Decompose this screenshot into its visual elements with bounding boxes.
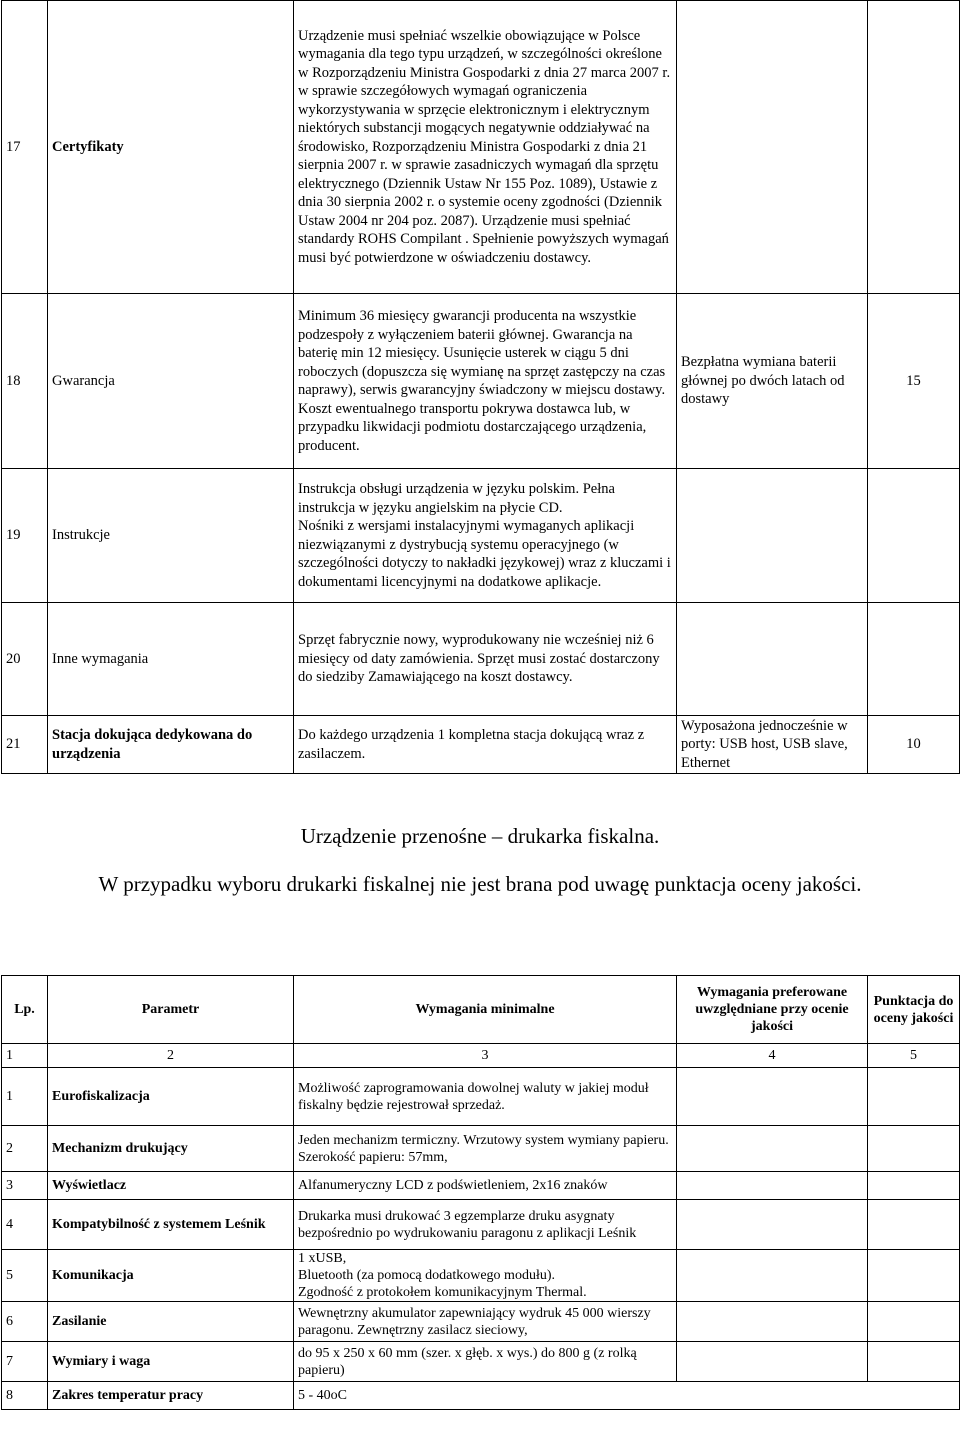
row-number: 6	[2, 1302, 48, 1342]
column-number: 3	[294, 1044, 677, 1068]
column-number: 1	[2, 1044, 48, 1068]
minimum-requirement: Wewnętrzny akumulator zapewniający wydruk 45 000 wierszy paragonu. Zewnętrzny zasilacz sieciowy,	[294, 1302, 677, 1342]
score-points	[868, 1126, 960, 1172]
row-number: 2	[2, 1126, 48, 1172]
parameter-name: Wymiary i waga	[48, 1342, 294, 1382]
preferred-requirement	[677, 1, 868, 294]
minimum-requirement: Możliwość zaprogramowania dowolnej waluty w jakiej moduł fiskalny będzie rejestrował sprzedaż.	[294, 1068, 677, 1126]
score-points	[868, 1250, 960, 1302]
row-number: 19	[2, 469, 48, 603]
table-row	[2, 1172, 960, 1200]
parameter-name: Inne wymagania	[48, 603, 294, 716]
row-number: 8	[2, 1382, 48, 1410]
minimum-requirement: Instrukcja obsługi urządzenia w języku polskim. Pełna instrukcja w języku angielskim na płycie CD. Nośniki z wersjami instalacyjnymi wymaganych aplikacji niezwiązanymi z dystrybucją systemu operacyjnego (w szczególności dotyczy to nakładki językowej) wraz z kluczami i dokumentami licencyjnymi na dodatkowe aplikacje.	[294, 469, 677, 603]
minimum-requirement: Jeden mechanizm termiczny. Wrzutowy system wymiany papieru. Szerokość papieru: 57mm,	[294, 1126, 677, 1172]
preferred-requirement	[677, 1200, 868, 1250]
minimum-requirement: Do każdego urządzenia 1 kompletna stacja dokującą wraz z zasilaczem.	[294, 716, 677, 774]
score-points	[868, 469, 960, 603]
preferred-requirement	[677, 1250, 868, 1302]
row-number: 7	[2, 1342, 48, 1382]
parameter-name: Stacja dokująca dedykowana do urządzenia	[48, 716, 294, 774]
score-points	[868, 1, 960, 294]
preferred-requirement	[677, 603, 868, 716]
minimum-requirement: 1 xUSB, Bluetooth (za pomocą dodatkowego modułu). Zgodność z protokołem komunikacyjnym Thermal.	[294, 1250, 677, 1302]
table-row	[2, 294, 960, 469]
score-points	[868, 1172, 960, 1200]
parameter-name: Kompatybilność z systemem Leśnik	[48, 1200, 294, 1250]
row-number: 20	[2, 603, 48, 716]
row-number: 17	[2, 1, 48, 294]
table-row	[2, 1382, 960, 1410]
preferred-requirement	[677, 1126, 868, 1172]
row-number: 18	[2, 294, 48, 469]
table-row	[2, 1342, 960, 1382]
table-row	[2, 1302, 960, 1342]
section-heading: Urządzenie przenośne – drukarka fiskalna.	[300, 824, 660, 848]
table-row	[2, 1126, 960, 1172]
section-note: W przypadku wyboru drukarki fiskalnej nie jest brana pod uwagę punktacja oceny jakości.	[98, 872, 862, 896]
requirements-table-continued	[1, 0, 960, 774]
score-points: 15	[868, 294, 960, 469]
score-points	[868, 1342, 960, 1382]
parameter-name: Zasilanie	[48, 1302, 294, 1342]
parameter-name: Zakres temperatur pracy	[48, 1382, 294, 1410]
minimum-requirement: Sprzęt fabrycznie nowy, wyprodukowany nie wcześniej niż 6 miesięcy od daty zamówienia. Sprzęt musi zostać dostarczony do siedziby Zamawiającego na koszt dostawcy.	[294, 603, 677, 716]
score-points: 10	[868, 716, 960, 774]
score-points	[868, 1200, 960, 1250]
parameter-name: Mechanizm drukujący	[48, 1126, 294, 1172]
minimum-requirement: Drukarka musi drukować 3 egzemplarze druku asygnaty bezpośrednio po wydrukowaniu paragonu z aplikacji Leśnik	[294, 1200, 677, 1250]
table-row	[2, 469, 960, 603]
minimum-requirement: Urządzenie musi spełniać wszelkie obowiązujące w Polsce wymagania dla tego typu urządzeń, w szczególności określone w Rozporządzeniu Ministra Gospodarki z dnia 27 marca 2007 r. w sprawie szczegółowych wymagań ograniczenia wykorzystywania w sprzęcie elektronicznym i elektrycznym niektórych substancji mogących negatywnie oddziaływać na środowisko, Rozporządzeniu Ministra Gospodarki z dnia 21 sierpnia 2007 r. w sprawie zasadniczych wymagań dla sprzętu elektrycznego (Dziennik Ustaw Nr 155 Poz. 1089), Ustawie z dnia 30 sierpnia 2002 r. o systemie oceny zgodności (Dziennik Ustaw 2004 nr 204 poz. 2087). Urządzenie musi spełniać standardy ROHS Compilant . Spełnienie powyższych wymagań musi być potwierdzone w oświadczeniu dostawcy.	[294, 1, 677, 294]
score-points	[868, 603, 960, 716]
column-number-row	[2, 1044, 960, 1068]
minimum-requirement: Minimum 36 miesięcy gwarancji producenta na wszystkie podzespoły z wyłączeniem baterii głównej. Gwarancja na baterię min 12 miesięcy. Usunięcie usterek w ciągu 5 dni roboczych (dopuszcza się wymianę na sprzęt zastępczy na czas naprawy), serwis gwarancyjny świadczony w miejscu dostawy. Koszt ewentualnego transportu pokrywa dostawca lub, w przypadku likwidacji podmiotu dostarczającego urządzenia, producent.	[294, 294, 677, 469]
preferred-requirement	[677, 1172, 868, 1200]
parameter-name: Wyświetlacz	[48, 1172, 294, 1200]
preferred-requirement	[677, 469, 868, 603]
row-number: 1	[2, 1068, 48, 1126]
table-row	[2, 716, 960, 774]
preferred-requirement	[677, 1068, 868, 1126]
score-points	[868, 1302, 960, 1342]
preferred-requirement	[677, 1342, 868, 1382]
header-req: Wymagania minimalne	[294, 976, 677, 1044]
minimum-requirement: do 95 x 250 x 60 mm (szer. x głęb. x wys.) do 800 g (z rolką papieru)	[294, 1342, 677, 1382]
row-number: 4	[2, 1200, 48, 1250]
preferred-requirement: Bezpłatna wymiana baterii głównej po dwóch latach od dostawy	[677, 294, 868, 469]
table-row	[2, 1, 960, 294]
parameter-name: Certyfikaty	[48, 1, 294, 294]
score-points	[868, 1068, 960, 1126]
header-param: Parametr	[48, 976, 294, 1044]
parameter-name: Gwarancja	[48, 294, 294, 469]
row-number: 21	[2, 716, 48, 774]
row-number: 3	[2, 1172, 48, 1200]
column-number: 4	[677, 1044, 868, 1068]
parameter-name: Komunikacja	[48, 1250, 294, 1302]
header-pref: Wymagania preferowane uwzględniane przy ocenie jakości	[677, 976, 868, 1044]
header-lp: Lp.	[2, 976, 48, 1044]
table-row	[2, 1200, 960, 1250]
fiscal-printer-table	[1, 975, 960, 1410]
preferred-requirement	[677, 1302, 868, 1342]
column-number: 2	[48, 1044, 294, 1068]
parameter-name: Eurofiskalizacja	[48, 1068, 294, 1126]
table-row	[2, 1068, 960, 1126]
table-header-row	[2, 976, 960, 1044]
column-number: 5	[868, 1044, 960, 1068]
minimum-requirement: 5 - 40oC	[294, 1382, 960, 1410]
minimum-requirement: Alfanumeryczny LCD z podświetleniem, 2x16 znaków	[294, 1172, 677, 1200]
header-pts: Punktacja do oceny jakości	[868, 976, 960, 1044]
table-row	[2, 603, 960, 716]
parameter-name: Instrukcje	[48, 469, 294, 603]
preferred-requirement: Wyposażona jednocześnie w porty: USB host, USB slave, Ethernet	[677, 716, 868, 774]
row-number: 5	[2, 1250, 48, 1302]
table-row	[2, 1250, 960, 1302]
